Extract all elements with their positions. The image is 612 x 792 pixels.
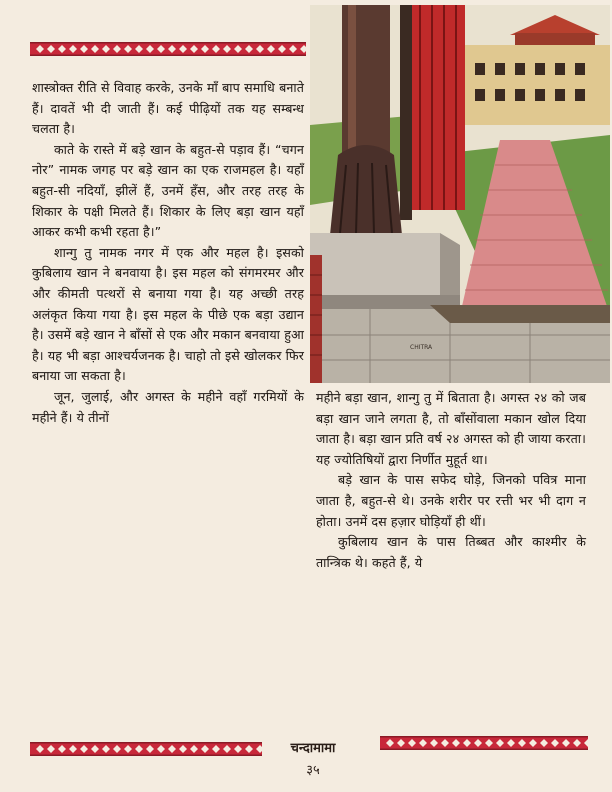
paragraph: शास्त्रोक्त रीति से विवाह करके, उनके माँ बाप समाधि बनाते हैं। दावतें भी दी जाती हैं। कई पीढ़ियों तक यह सम्बन्ध चलता है। <box>32 80 304 137</box>
paragraph: जून, जुलाई, और अगस्त के महीने वहाँ गरमियों के महीने हैं। ये तीनों <box>32 388 304 425</box>
top-decorative-border <box>30 42 306 56</box>
palace-illustration <box>310 5 610 383</box>
paragraph: काते के रास्ते में बड़े खान के बहुत-से पड़ाव हैं। “चगन नोर” नामक जगह पर बड़े खान का एक राजमहल है। यहाँ बहुत-सी नदियाँ, झीलें हैं, उनमें हँस, और तरह तरह के शिकार के पक्षी मिलते हैं। शिकार के लिए बड़ा खान यहाँ आकर कभी कभी रहता है।” <box>32 141 304 240</box>
paragraph: कुबिलाय खान के पास तिब्बत और काश्मीर के तान्त्रिक थे। कहते हैं, ये <box>316 534 586 570</box>
left-text-column <box>32 78 304 428</box>
bottom-left-decorative-border <box>30 742 262 756</box>
page-number: ३५ <box>306 763 320 778</box>
right-text-column <box>316 388 586 573</box>
paragraph: शान्गु तु नामक नगर में एक और महल है। इसको कुबिलाय खान ने बनवाया है। इस महल को संगमरमर और और कीमती पत्थरों से बनाया गया है। यह अच्छी तरह अलंकृत किया गया है। इस महल के पीछे एक बड़ा उद्यान है। उसमें बड़े खान ने बाँसों से एक और मकान बनवाया हुआ है। यह भी बड़ा आश्चर्यजनक है। चाहो तो इसे खोलकर फिर बनाया जा सकता है। <box>32 244 304 384</box>
magazine-title: चन्दामामा <box>290 741 336 756</box>
paragraph: महीने बड़ा खान, शान्गु तु में बिताता है। अगस्त २४ को जब बड़ा खान जाने लगता है, तो बाँसोंवाला मकान खोल दिया जाता है। बड़ा खान प्रति वर्ष २४ अगस्त को ही जाया करता। यह ज्योतिषियों द्वारा निर्णीत मुहूर्त था। <box>316 390 586 467</box>
paragraph: बड़े खान के पास सफेद घोड़े, जिनको पवित्र माना जाता है, बहुत-से थे। उनके शरीर पर रत्ती भर भी दाग न होता। उनमें दस हज़ार घोड़ियाँ ही थीं। <box>316 472 586 529</box>
illustrator-signature: CHITRA <box>410 344 433 351</box>
bottom-right-decorative-border <box>380 736 588 750</box>
